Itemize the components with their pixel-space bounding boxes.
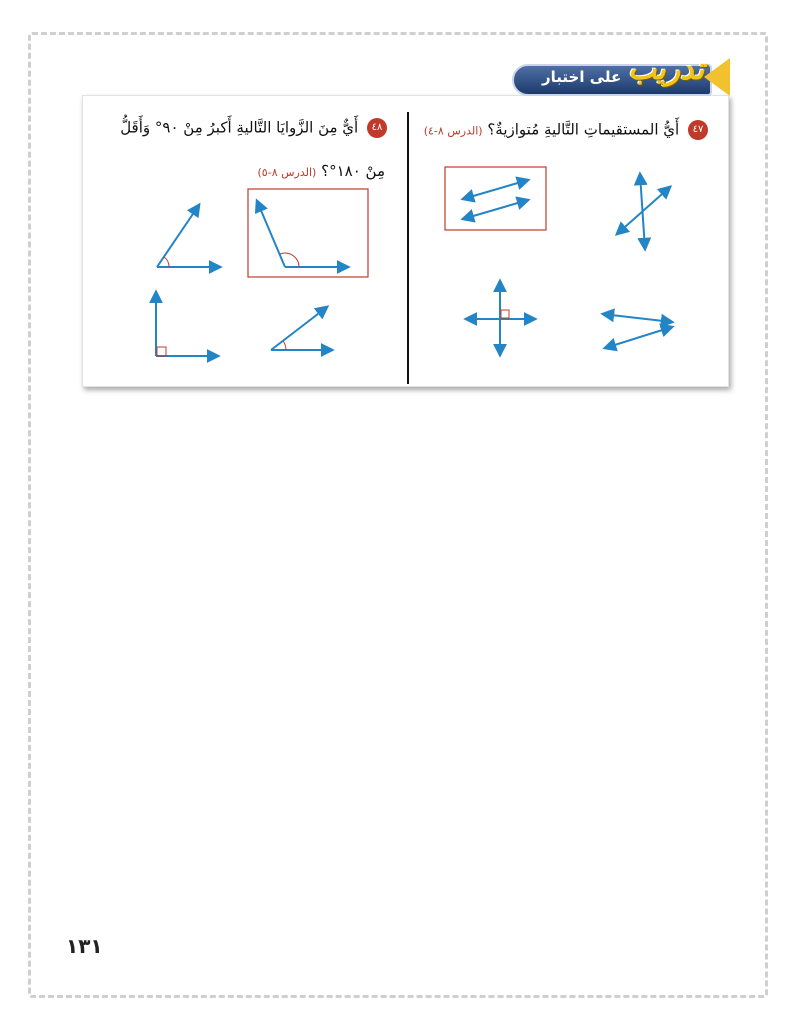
question-48-text-line2: مِنْ ١٨٠°؟	[321, 162, 385, 180]
q47-option-nonparallel-lines[interactable]	[603, 314, 672, 348]
question-47-ref: (الدرس ٨-٤)	[423, 124, 483, 138]
q48-option-acute-angle-1[interactable]	[157, 205, 220, 267]
right-angle-mark	[501, 310, 509, 318]
question-47-text: أَيُّ المستقيماتِ التَّاليةِ مُتوازيةٌ؟	[487, 120, 680, 139]
q47-option-parallel-lines[interactable]	[445, 167, 546, 230]
banner-logo: تدريب	[628, 52, 705, 87]
q47-option-perpendicular-lines[interactable]	[466, 281, 535, 355]
q47-option-intersecting-lines[interactable]	[617, 174, 670, 249]
question-48-number: ٤٨	[367, 118, 387, 138]
page-number: ١٣١	[66, 934, 103, 958]
q48-option-acute-angle-2[interactable]	[271, 307, 332, 350]
q48-option-obtuse-angle[interactable]	[248, 189, 368, 277]
q47-answer-box	[445, 167, 546, 230]
question-48-ref: (الدرس ٨-٥)	[257, 166, 317, 179]
question-47-number: ٤٧	[688, 120, 708, 140]
q48-option-right-angle[interactable]	[156, 292, 218, 356]
banner-text: على اختبار	[542, 68, 622, 86]
question-48-text-line1: أَيٌّ مِنَ الزَّوايَا التَّاليةِ أَكبرُ مِنْ ٩٠° وَأَقَلُّ	[120, 118, 359, 137]
q48-answer-box	[248, 189, 368, 277]
